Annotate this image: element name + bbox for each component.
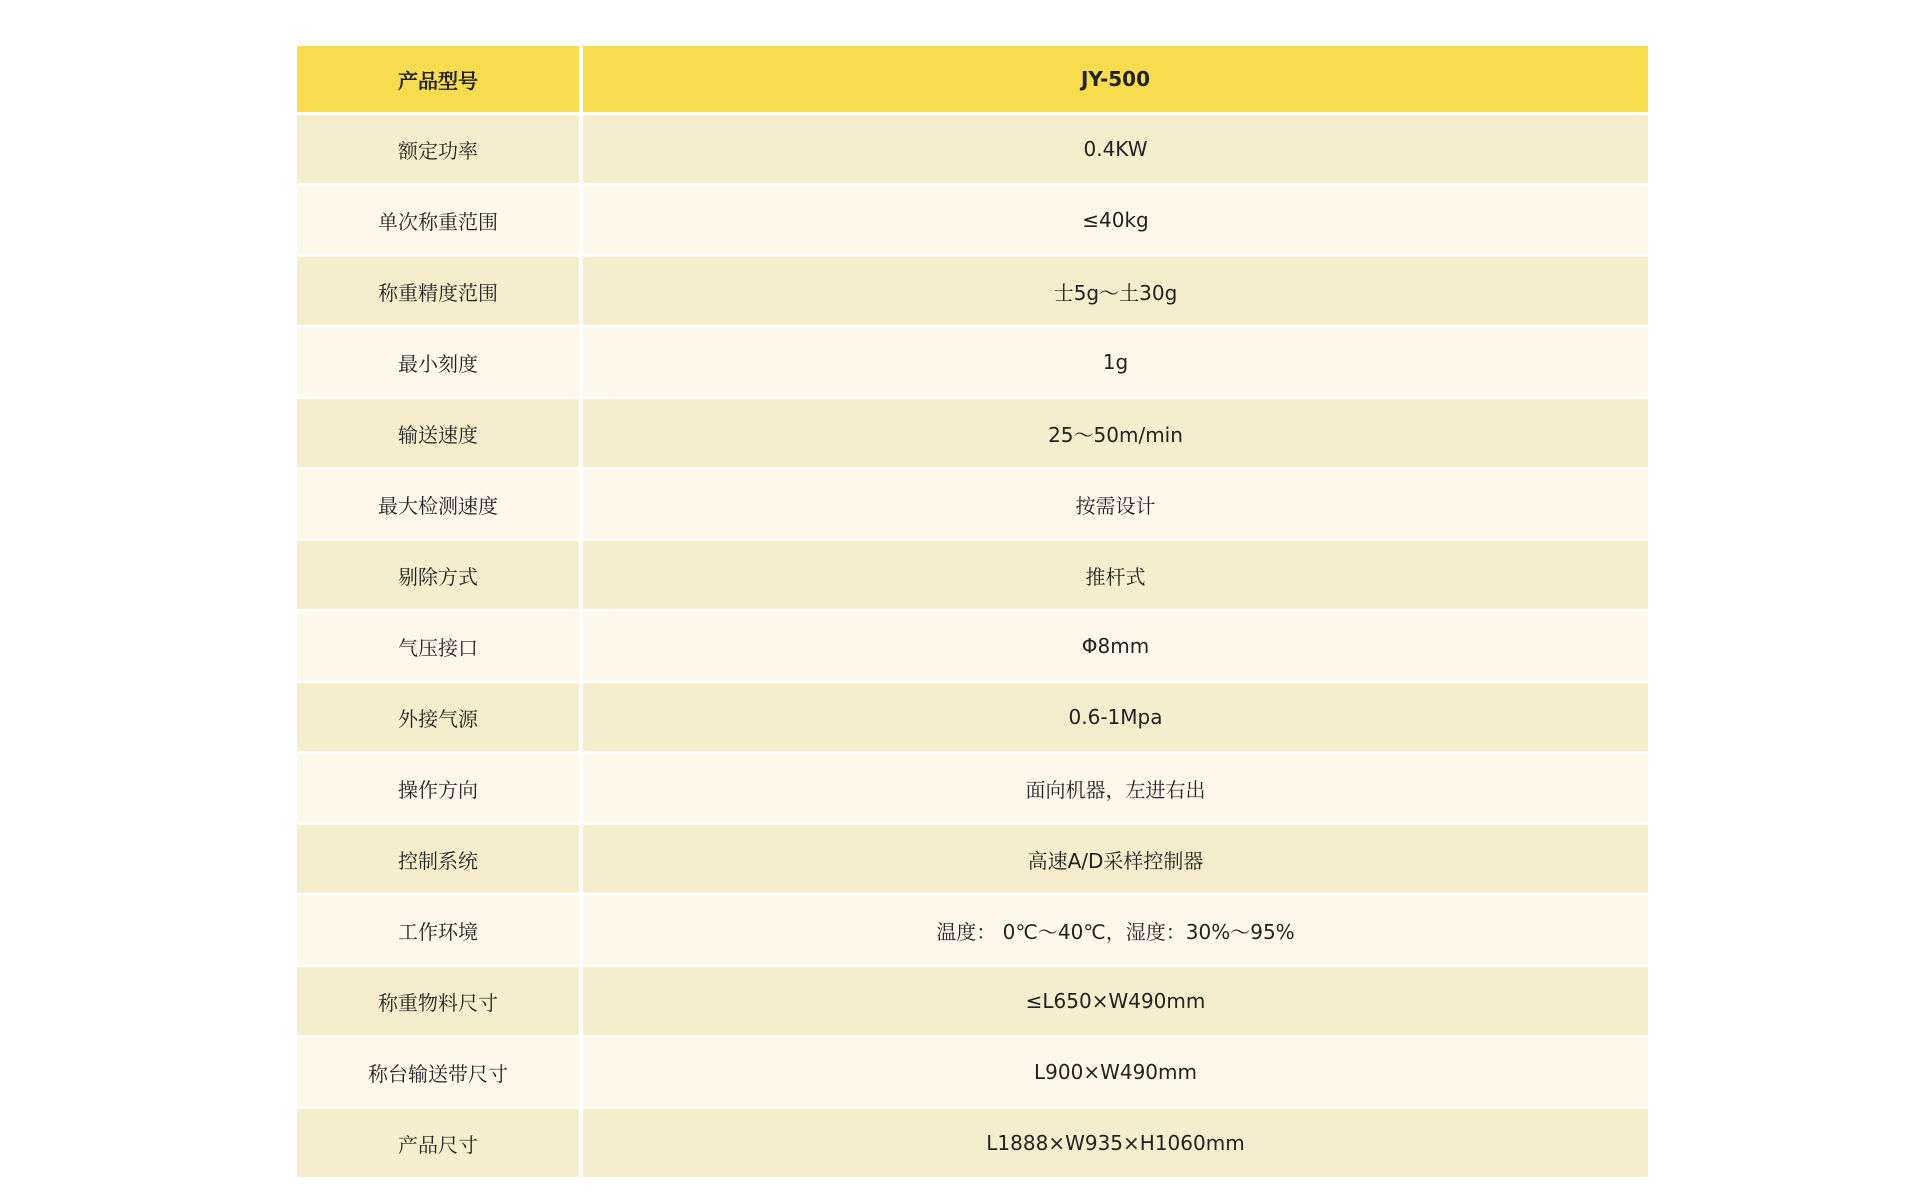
row-value: ≤40kg [583, 186, 1648, 257]
table-row [297, 1038, 1648, 1109]
row-label: 最小刻度 [297, 328, 583, 399]
table-row [297, 896, 1648, 967]
row-label: 控制系统 [297, 825, 583, 896]
row-value: 面向机器，左进右出 [583, 754, 1648, 825]
table-row [297, 825, 1648, 896]
row-value: 0.6-1Mpa [583, 683, 1648, 754]
spec-table [297, 46, 1648, 1180]
row-label: 称台输送带尺寸 [297, 1038, 583, 1109]
header-label: 产品型号 [297, 46, 583, 115]
row-value: 1g [583, 328, 1648, 399]
table-header-row [297, 46, 1648, 115]
table-row [297, 470, 1648, 541]
row-label: 称重物料尺寸 [297, 967, 583, 1038]
row-value: 温度： 0℃～40℃，湿度：30%～95% [583, 896, 1648, 967]
table-row [297, 967, 1648, 1038]
row-value: ≤L650×W490mm [583, 967, 1648, 1038]
row-value: Φ8mm [583, 612, 1648, 683]
header-value: JY-500 [583, 46, 1648, 115]
row-value: L900×W490mm [583, 1038, 1648, 1109]
row-value: 25～50m/min [583, 399, 1648, 470]
row-label: 输送速度 [297, 399, 583, 470]
row-label: 外接气源 [297, 683, 583, 754]
row-label: 剔除方式 [297, 541, 583, 612]
table-row [297, 754, 1648, 825]
row-label: 气压接口 [297, 612, 583, 683]
table-row [297, 186, 1648, 257]
row-value: 0.4KW [583, 115, 1648, 186]
row-value: 高速A/D采样控制器 [583, 825, 1648, 896]
row-value: 推杆式 [583, 541, 1648, 612]
table-row [297, 683, 1648, 754]
row-label: 称重精度范围 [297, 257, 583, 328]
table-row [297, 612, 1648, 683]
table-body [297, 115, 1648, 1180]
row-value: L1888×W935×H1060mm [583, 1109, 1648, 1180]
row-label: 额定功率 [297, 115, 583, 186]
row-label: 操作方向 [297, 754, 583, 825]
table-row [297, 328, 1648, 399]
row-label: 最大检测速度 [297, 470, 583, 541]
row-label: 工作环境 [297, 896, 583, 967]
table-row [297, 1109, 1648, 1180]
row-label: 单次称重范围 [297, 186, 583, 257]
row-label: 产品尺寸 [297, 1109, 583, 1180]
row-value: 士5g～土30g [583, 257, 1648, 328]
row-value: 按需设计 [583, 470, 1648, 541]
table-row [297, 399, 1648, 470]
table-row [297, 257, 1648, 328]
table-row [297, 541, 1648, 612]
table-row [297, 115, 1648, 186]
